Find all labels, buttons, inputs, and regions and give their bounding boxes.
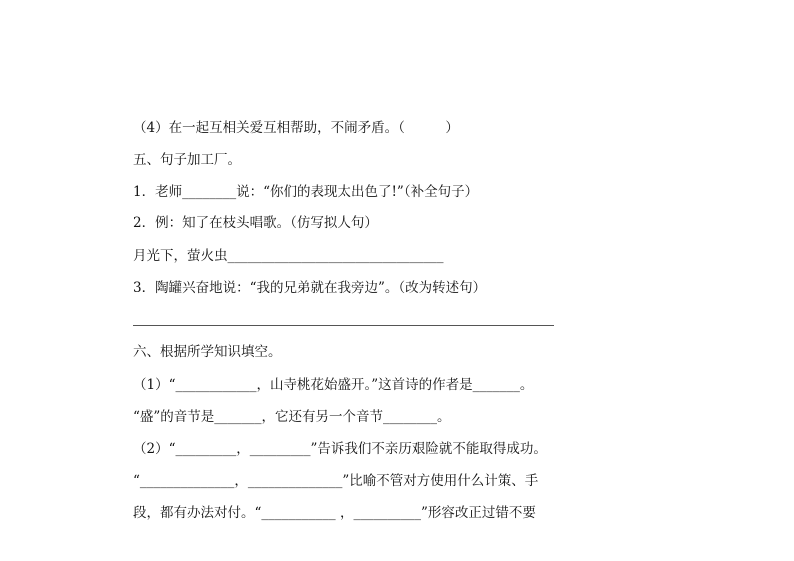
question-6-2-cont: “______________，______________”比喻不管对方使用什么计策、手 [133, 473, 539, 489]
question-6-1: （1）“____________，山寺桃花始盛开。”这首诗的作者是_______。 [133, 377, 534, 393]
item-4-line: （4）在一起互相关爱互相帮助，不闹矛盾。（ ） [133, 120, 459, 136]
question-5-2: 2．例：知了在枝头唱歌。（仿写拟人句） [133, 215, 378, 231]
section-5-heading: 五、句子加工厂。 [133, 152, 241, 168]
question-6-1-cont: “盛”的音节是_______，它还有另一个音节________。 [133, 409, 451, 425]
question-6-2-cont2: 段，都有办法对付。“___________ ，__________”形容改正过错不要 [133, 505, 536, 521]
question-5-1: 1．老师________说：“你们的表现太出色了!”（补全句子） [133, 184, 479, 200]
question-5-3: 3．陶罐兴奋地说：“我的兄弟就在我旁边”。（改为转述句） [133, 280, 487, 296]
question-5-2-answer: 月光下，萤火虫________________________________ [133, 248, 444, 264]
section-6-heading: 六、根据所学知识填空。 [133, 344, 282, 360]
question-6-2: （2）“_________，_________”告诉我们不亲历艰险就不能取得成功。 [133, 441, 547, 457]
answer-line [133, 325, 554, 326]
